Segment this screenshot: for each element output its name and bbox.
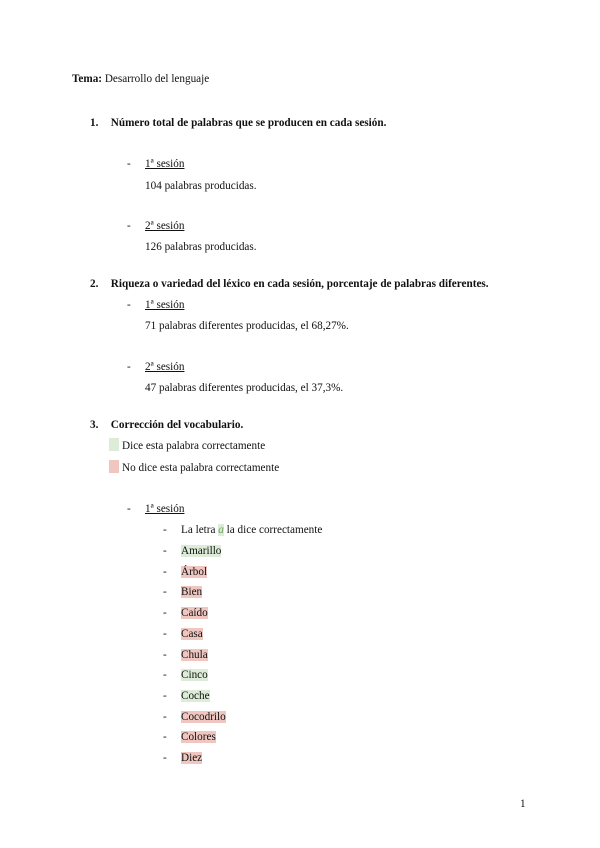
section-1-heading: [90, 116, 386, 130]
word-item: [181, 544, 221, 558]
section-3-title: Corrección del vocabulario.: [110, 419, 244, 431]
word-item: [181, 689, 210, 703]
word-dash: -: [163, 711, 167, 723]
legend-correct-swatch: [109, 438, 119, 451]
s1-session-1-text: 104 palabras producidas.: [145, 180, 257, 192]
word-item: [181, 627, 203, 641]
s2-session-2-label: 2ª sesión: [145, 361, 185, 373]
letter-line-before: La letra: [181, 524, 219, 536]
legend-correct: [109, 438, 265, 453]
word-text: Caído: [181, 607, 208, 619]
section-2-heading: [90, 277, 489, 291]
topic-value: Desarrollo del lenguaje: [104, 73, 210, 85]
word-item: [181, 730, 216, 744]
topic-label: Tema:: [72, 73, 103, 85]
word-dash: -: [163, 649, 167, 661]
word-text: Colores: [181, 731, 216, 743]
word-text: Bien: [181, 586, 203, 598]
word-text: Coche: [181, 690, 210, 702]
word-dash: -: [163, 607, 167, 619]
s1-session-2-label: 2ª sesión: [145, 220, 185, 232]
s2-session-1-text: 71 palabras diferentes producidas, el 68,27%.: [145, 320, 349, 332]
word-text: Chula: [181, 649, 208, 661]
word-item: [181, 648, 208, 662]
s1-session-2-dash: -: [127, 220, 131, 232]
section-3-number: 3.: [90, 419, 99, 431]
word-item: [181, 585, 202, 599]
section-1-number: 1.: [90, 117, 99, 129]
word-item: [181, 606, 208, 620]
s2-session-2-text: 47 palabras diferentes producidas, el 37,3%.: [145, 382, 344, 394]
legend-correct-text: Dice esta palabra correctamente: [122, 440, 266, 452]
s1-session-1-dash: -: [127, 158, 131, 170]
word-item: [181, 751, 202, 765]
legend-incorrect-text: No dice esta palabra correctamente: [122, 462, 280, 474]
word-text: Diez: [181, 752, 203, 764]
letter-line-dash: -: [163, 524, 167, 536]
section-2-number: 2.: [90, 278, 99, 290]
topic-line: [72, 72, 209, 86]
s1-session-2-text: 126 palabras producidas.: [145, 241, 257, 253]
s2-session-1-dash: -: [127, 299, 131, 311]
word-text: Amarillo: [181, 545, 222, 557]
s3-session-dash: -: [127, 503, 131, 515]
s2-session-2-dash: -: [127, 361, 131, 373]
s3-session-label: 1ª sesión: [145, 503, 185, 515]
word-dash: -: [163, 669, 167, 681]
letter-line-after: la dice correctamente: [223, 524, 323, 536]
word-text: Casa: [181, 628, 203, 640]
legend-incorrect-swatch: [109, 460, 119, 473]
word-text: Cinco: [181, 669, 208, 681]
word-item: [181, 710, 226, 724]
word-dash: -: [163, 731, 167, 743]
letter-a: a: [218, 524, 224, 536]
word-item: [181, 668, 208, 682]
legend-incorrect: [109, 460, 279, 475]
s2-session-1-label: 1ª sesión: [145, 299, 185, 311]
s1-session-1-label: 1ª sesión: [145, 158, 185, 170]
word-dash: -: [163, 586, 167, 598]
word-text: Cocodrilo: [181, 711, 226, 723]
section-3-heading: [90, 418, 243, 432]
page-number: 1: [520, 798, 526, 810]
word-dash: -: [163, 545, 167, 557]
word-dash: -: [163, 690, 167, 702]
word-dash: -: [163, 628, 167, 640]
section-2-title: Riqueza o variedad del léxico en cada sesión, porcentaje de palabras diferentes.: [110, 278, 489, 290]
letter-line: [181, 523, 322, 537]
section-1-title: Número total de palabras que se producen en cada sesión.: [110, 117, 387, 129]
word-text: Árbol: [181, 566, 208, 578]
word-dash: -: [163, 566, 167, 578]
word-item: [181, 565, 207, 579]
word-dash: -: [163, 752, 167, 764]
